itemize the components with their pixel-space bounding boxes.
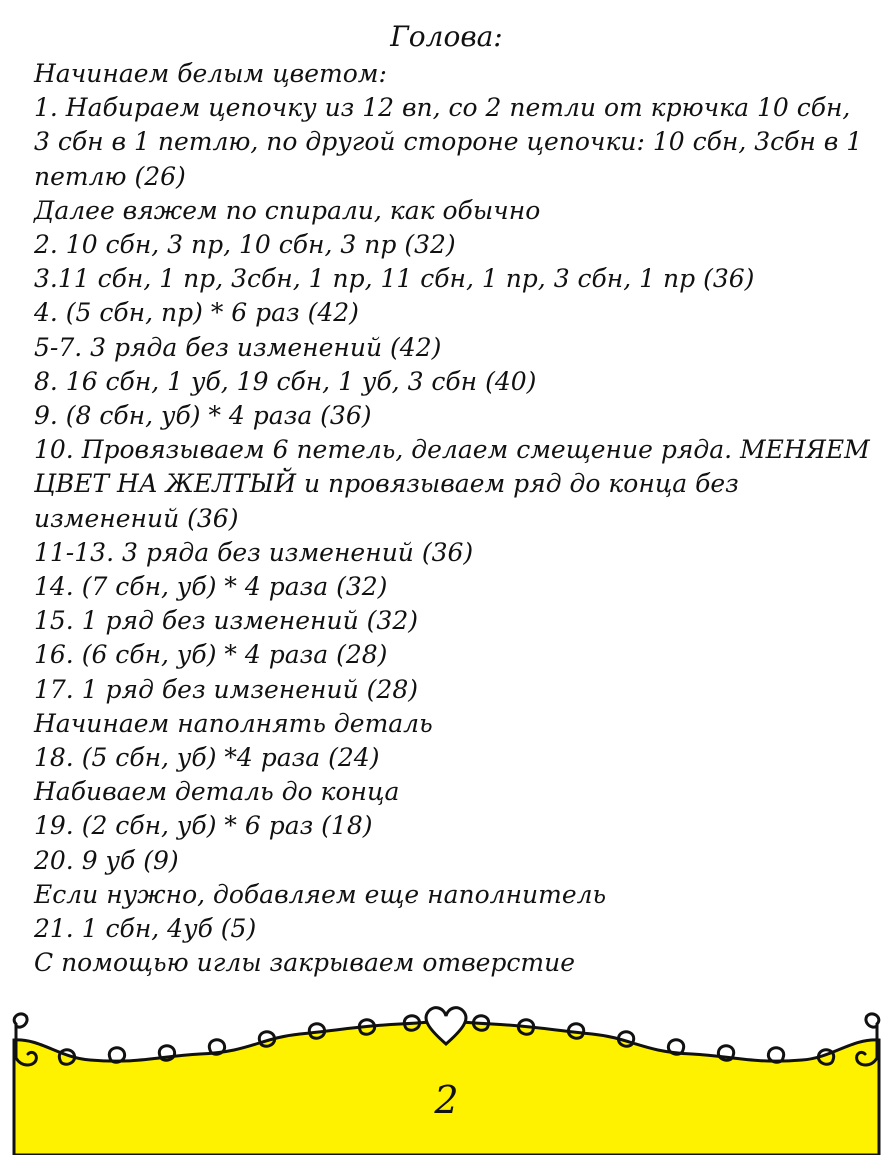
instruction-line: Набиваем деталь до конца [34,777,400,807]
footer-ornament [0,998,893,1155]
instruction-line: 4. (5 сбн, пр) * 6 раз (42) [34,298,359,328]
instruction-line: 18. (5 сбн, уб) *4 раза (24) [34,743,380,773]
section-title: Голова: [390,20,503,53]
instruction-line: 17. 1 ряд без имзенений (28) [34,674,418,704]
instruction-line: 21. 1 сбн, 4уб (5) [34,914,257,944]
instruction-line: Далее вяжем по спирали, как обычно [34,195,541,225]
instructions-text [34,57,870,980]
instruction-line: 5-7. 3 ряда без изменений (42) [34,332,442,362]
decorative-footer [0,998,893,1155]
instruction-line: изменений (36) [34,503,239,533]
instruction-line: 9. (8 сбн, уб) * 4 раза (36) [34,401,372,431]
instruction-line: 3 сбн в 1 петлю, по другой стороне цепочки: 10 сбн, 3сбн в 1 [34,127,863,157]
instruction-line: 2. 10 сбн, 3 пр, 10 сбн, 3 пр (32) [34,230,456,260]
instruction-line: Начинаем наполнять деталь [34,708,433,738]
instruction-line: 8. 16 сбн, 1 уб, 19 сбн, 1 уб, 3 сбн (40) [34,366,537,396]
instruction-line: ЦВЕТ НА ЖЕЛТЫЙ и провязываем ряд до конца без [34,469,739,499]
instruction-line: 3.11 сбн, 1 пр, 3сбн, 1 пр, 11 сбн, 1 пр, 3 сбн, 1 пр (36) [34,264,755,294]
instruction-line: 1. Набираем цепочку из 12 вп, со 2 петли от крючка 10 сбн, [34,93,851,123]
instruction-line: 19. (2 сбн, уб) * 6 раз (18) [34,811,373,841]
page-number: 2 [434,1078,459,1122]
instruction-line: 14. (7 сбн, уб) * 4 раза (32) [34,572,388,602]
instruction-line: 20. 9 уб (9) [34,845,179,875]
instruction-line: Если нужно, добавляем еще наполнитель [34,879,607,909]
instruction-line: 15. 1 ряд без изменений (32) [34,606,418,636]
instruction-line: Начинаем белым цветом: [34,59,387,88]
instruction-line: петлю (26) [34,161,186,191]
instruction-line: 10. Провязываем 6 петель, делаем смещение ряда. МЕНЯЕМ [34,435,870,465]
instruction-line: 16. (6 сбн, уб) * 4 раза (28) [34,640,388,670]
instruction-line: С помощью иглы закрываем отверстие [34,948,576,978]
instruction-line: 11-13. 3 ряда без изменений (36) [34,537,474,567]
